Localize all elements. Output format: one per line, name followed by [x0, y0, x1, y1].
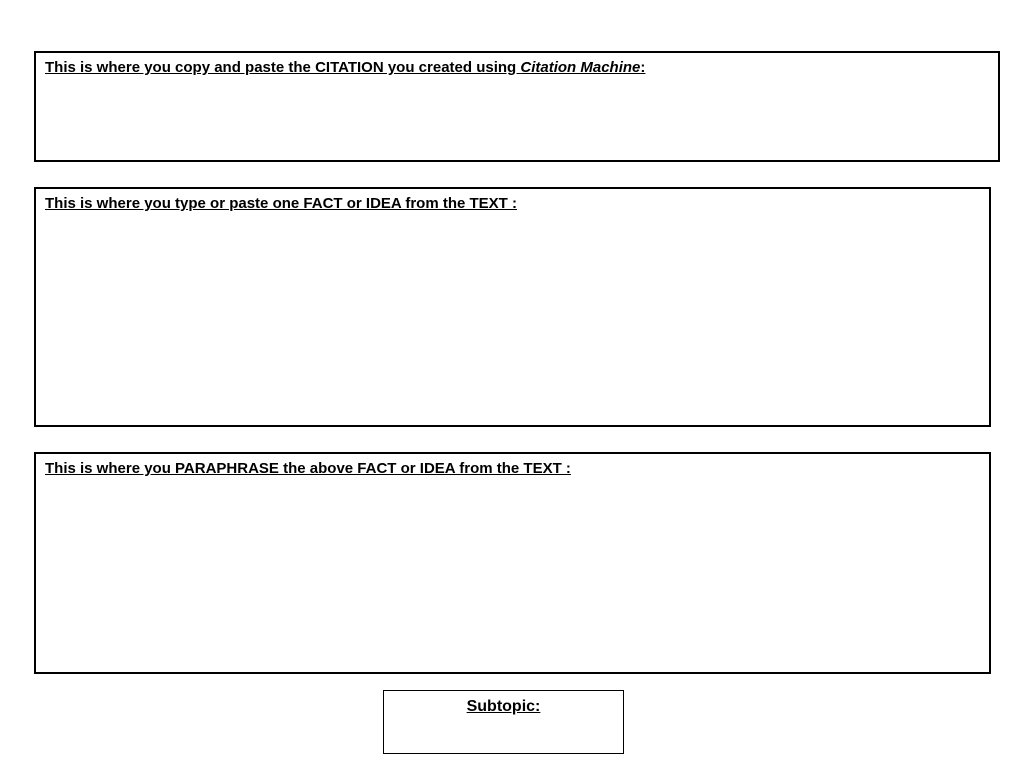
subtopic-label: Subtopic: — [466, 698, 541, 715]
citation-label-prefix: This is where you copy and paste the CITATION you created using — [45, 59, 521, 76]
paraphrase-box[interactable] — [34, 452, 991, 674]
citation-label-emphasis: Citation Machine — [520, 59, 641, 76]
fact-label: This is where you type or paste one FACT or IDEA from the TEXT : — [45, 195, 518, 212]
citation-label — [45, 59, 645, 77]
fact-content-area[interactable] — [45, 219, 980, 417]
citation-content-area[interactable] — [45, 83, 989, 152]
fact-box[interactable] — [34, 187, 991, 427]
paraphrase-content-area[interactable] — [45, 484, 980, 664]
citation-box[interactable] — [34, 51, 1000, 162]
subtopic-box[interactable] — [383, 690, 624, 754]
paraphrase-label: This is where you PARAPHRASE the above FACT or IDEA from the TEXT : — [45, 460, 571, 477]
citation-label-suffix: : — [640, 59, 646, 76]
